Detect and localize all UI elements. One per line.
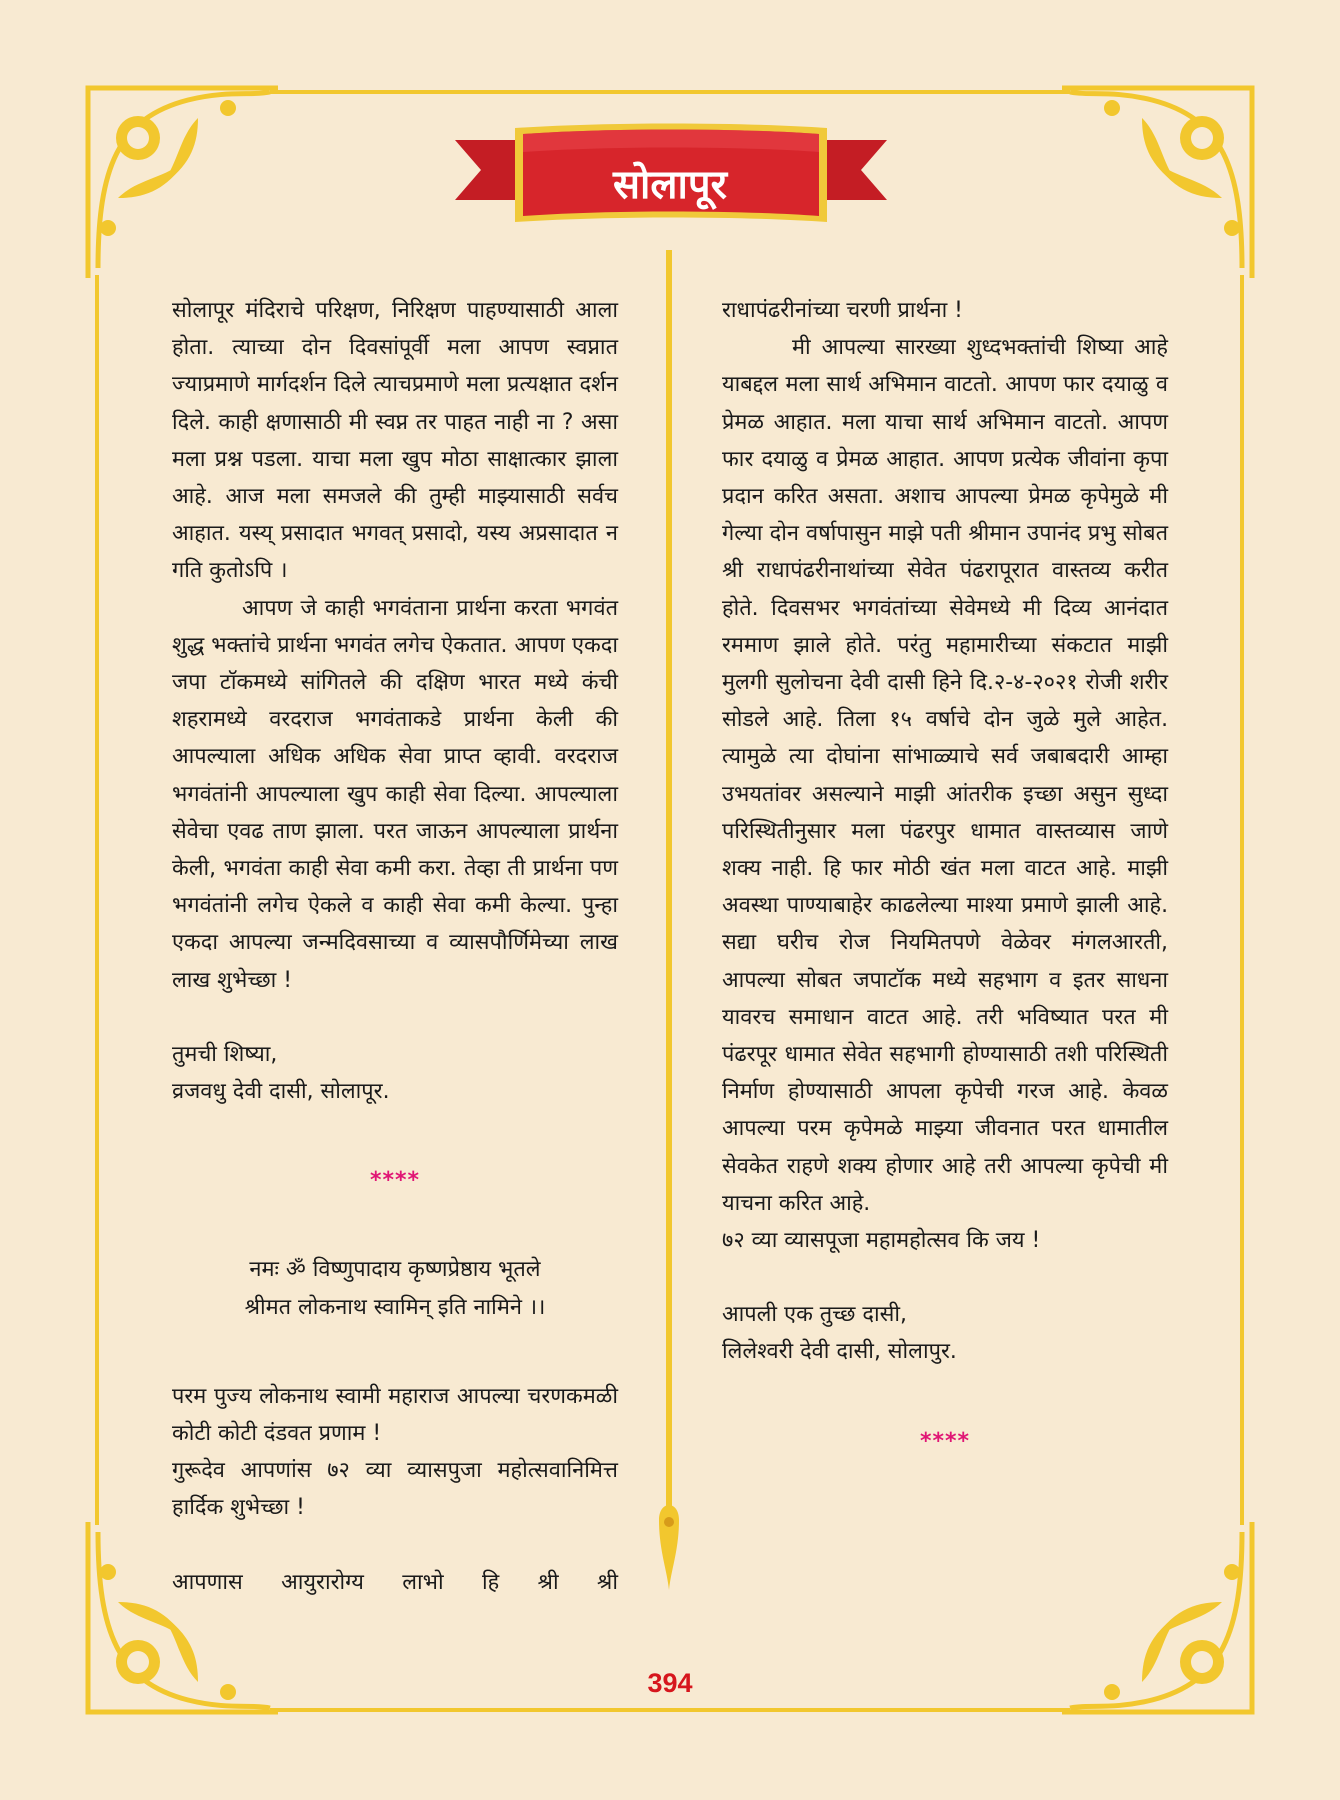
page-number: 394 — [647, 1668, 693, 1698]
frame-top-line — [270, 90, 1070, 94]
left-paragraph-1: सोलापूर मंदिराचे परिक्षण, निरिक्षण पाहण्यासाठी आला होता. त्याच्या दोन दिवसांपूर्वी मला आपण स्वप्नात ज्याप्रमाणे मार्गदर्शन दिले त्याचप्रमाणे मला प्रत्यक्षात दर्शन दिले. काही क्षणासाठी मी स्वप्न तर पाहत नाही ना ? असा मला प्रश्न पडला. याचा मला खुप मोठा साक्षात्कार झाला आहे. आज मला समजले की तुम्ही माझ्यासाठी सर्वच आहात. यस्य् प्रसादात भगवत् प्रसादो, यस्य अप्रसादात न गति कुतोऽपि । — [172, 298, 618, 584]
right-stars-separator: **** — [919, 1428, 971, 1454]
left-signature-line-2: व्रजवधु देवी दासी, सोलापूर. — [172, 1079, 390, 1105]
corner-ornament-top-left — [78, 78, 278, 278]
center-divider — [657, 250, 681, 1590]
corner-ornament-bottom-right — [1062, 1522, 1262, 1722]
right-column — [722, 292, 1168, 1460]
left-stars-separator: **** — [369, 1168, 421, 1194]
left-paragraph-3: परम पुज्य लोकनाथ स्वामी महाराज आपल्या चरणकमळी कोटी कोटी दंडवत प्रणाम ! — [172, 1383, 618, 1447]
left-paragraph-4: गुरूदेव आपणांस ७२ व्या व्यासपुजा महोत्सवानिमित्त हार्दिक शुभेच्छा ! — [172, 1458, 618, 1521]
right-signature-line-2: लिलेश्वरी देवी दासी, सोलापुर. — [722, 1339, 957, 1365]
page-title: सोलापूर — [613, 161, 727, 208]
frame-bottom-line — [270, 1708, 1070, 1712]
verse-line-2: श्रीमत लोकनाथ स्वामिन् इति नामिने ।। — [244, 1294, 546, 1320]
right-paragraph-3: ७२ व्या व्यासपूजा महामहोत्सव कि जय ! — [722, 1228, 1041, 1254]
frame-right-line — [1240, 275, 1244, 1525]
right-paragraph-2: मी आपल्या सारख्या शुध्दभक्तांची शिष्या आहे याबद्दल मला सार्थ अभिमान वाटतो. आपण फार दयाळु व प्रेमळ आहात. मला याचा सार्थ अभिमान वाटतो. आपण फार दयाळु व प्रेमळ आहात. आपण प्रत्येक जीवांना कृपा प्रदान करित असता. अशाच आपल्या प्रेमळ कृपेमुळे मी गेल्या दोन वर्षापासुन माझे पती श्रीमान उपानंद प्रभु सोबत श्री राधापंढरीनाथांच्या सेवेत पंढरापूरात वास्तव्य करीत होते. दिवसभर भगवंतांच्या सेवेमध्ये मी दिव्य आनंदात रममाण झाले होते. परंतु महामारीच्या संकटात माझी मुलगी सुलोचना देवी दासी हिने दि.२-४-२०२१ रोजी शरीर सोडले आहे. तिला १५ वर्षाचे दोन जुळे मुले आहेत. त्यामुळे त्या दोघांना सांभाळ्याचे सर्व जबाबदारी आम्हा उभयतांवर असल्याने माझी आंतरीक इच्छा असुन सुध्दा परिस्थितीनुसार मला पंढरपुर धामात वास्तव्यास जाणे शक्य नाही. हि फार मोठी खंत मला वाटत आहे. माझी अवस्था पाण्याबाहेर काढलेल्या माश्या प्रमाणे झाली आहे. सद्या घरीच रोज नियमितपणे वेळेवर मंगलआरती, आपल्या सोबत जपाटॉक मध्ये सहभाग व इतर साधना यावरच समाधान वाटत आहे. तरी भविष्यात परत मी पंढरपूर धामात सेवेत सहभागी होण्यासाठी तशी परिस्थिती निर्माण होण्यासाठी आपला कृपेची गरज आहे. केवळ आपल्या परम कृपेमळे माझ्या जीवनात परत धामातील सेवकेत राहणे शक्य होणार आहे तरी आपल्या कृपेची मी याचना करित आहे. — [722, 335, 1168, 1216]
left-paragraph-5: आपणास आयुरारोग्य लाभो हि श्री श्री — [172, 1569, 618, 1595]
right-paragraph-1: राधापंढरीनांच्या चरणी प्रार्थना ! — [722, 298, 963, 323]
frame-left-line — [95, 275, 99, 1525]
left-signature-line-1: तुमची शिष्या, — [172, 1041, 278, 1067]
left-paragraph-2: आपण जे काही भगवंताना प्रार्थना करता भगवंत शुद्ध भक्तांचे प्रार्थना भगवंत लगेच ऐकतात. आपण एकदा जपा टॉकमध्ये सांगितले की दक्षिण भारत मध्ये कंची शहरामध्ये वरदराज भगवंताकडे प्रार्थना केली की आपल्याला अधिक अधिक सेवा प्राप्त व्हावी. वरदराज भगवंतांनी आपल्याला खुप काही सेवा दिल्या. आपल्याला सेवेचा एवढ ताण झाला. परत जाऊन आपल्याला प्रार्थना केली, भगवंता काही सेवा कमी करा. तेव्हा ती प्रार्थना पण भगवंतांनी लगेच ऐकले व काही सेवा कमी केल्या. पुन्हा एकदा आपल्या जन्मदिवसाच्या व व्यासपौर्णिमेच्या लाख लाख शुभेच्छा ! — [172, 595, 618, 993]
verse-line-1: नमः ॐ विष्णुपादाय कृष्णप्रेष्ठाय भूतले — [249, 1257, 541, 1283]
corner-ornament-top-right — [1062, 78, 1262, 278]
right-signature-line-1: आपली एक तुच्छ दासी, — [722, 1302, 907, 1328]
left-column — [172, 292, 618, 1601]
